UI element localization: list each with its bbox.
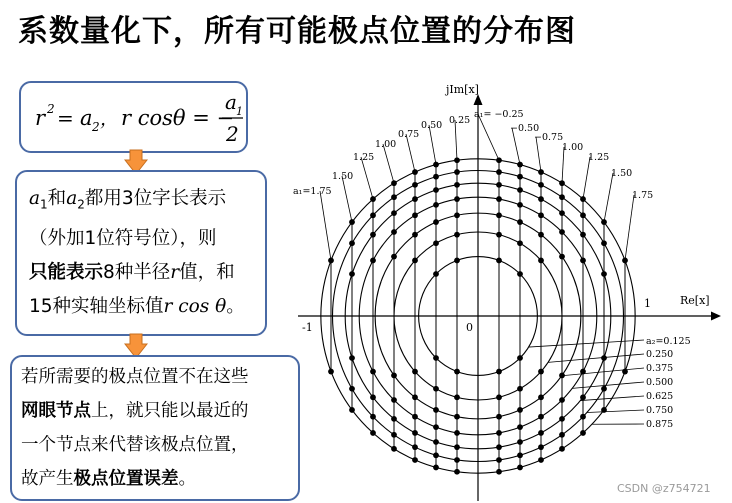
a2-label-6: 0.875 [646,419,674,430]
a2-leader-line [529,340,644,347]
formula-a2: a [80,106,93,130]
pole-node [370,258,376,264]
pole-node [391,194,397,200]
note1-line1-rest: 都用3位字长表示 [84,188,227,209]
note1-line4-end: 。 [226,295,245,317]
pole-node [538,444,544,450]
pole-node [496,232,502,238]
a2-leader-line [587,410,644,412]
pole-node [580,369,586,375]
pole-node [433,202,439,208]
pole-node [412,414,418,420]
pole-node [370,232,376,238]
pole-node [559,194,565,200]
pole-node [517,174,523,180]
formula-r: r [35,106,46,130]
pole-node [559,416,565,422]
pole-node [559,180,565,186]
pole-node [538,369,544,375]
pole-node [580,414,586,420]
pole-node [601,219,607,225]
note2-bold2: 极点位置误差 [73,469,179,489]
pole-node [601,386,607,392]
pole-node [454,157,460,163]
pole-node [496,414,502,420]
pole-node [517,162,523,168]
pole-node [601,407,607,413]
note1-line4-a: 15种实轴坐标值 [29,295,164,317]
pole-node [454,444,460,450]
pole-node [433,219,439,225]
pole-node [391,210,397,216]
pole-node [454,182,460,188]
note2-line4-a: 故产生 [21,469,74,489]
pole-node [580,394,586,400]
a2-label-0: a₂=0.125 [646,336,691,347]
note1-line3-a: 8种半径 [103,261,171,283]
pole-node [433,240,439,246]
pole-node [580,232,586,238]
pole-node [433,407,439,413]
pole-node [391,432,397,438]
pole-node [517,187,523,193]
pole-node [454,369,460,375]
pole-node [559,210,565,216]
pole-node [412,196,418,202]
pole-node [433,174,439,180]
note2-line1: 若所需要的极点位置不在这些 [21,367,249,387]
pole-node [349,355,355,361]
x-axis-label: Re[x] [680,294,710,307]
real-axis-arrow-icon [711,312,721,321]
note1-expr: r cos θ [163,295,227,317]
pole-node [496,457,502,463]
pole-node [496,258,502,264]
pole-node [433,439,439,445]
a1-label-5: 1.50 [611,168,633,179]
a1-leader-line [478,114,499,160]
formula-frac-den: 2 [226,122,239,146]
note2-line2-rest: 上，就只能以最近的 [91,401,249,421]
pole-node [391,372,397,378]
pole-node [391,180,397,186]
pole-node [622,369,628,375]
a1-leader-line [455,120,457,160]
a1-leader-line [361,157,373,199]
pole-node [370,414,376,420]
pole-node [433,424,439,430]
pos-one-label: 1 [644,297,651,310]
pole-node [454,196,460,202]
pole-node [412,232,418,238]
note2-line4-end: 。 [178,469,196,489]
pole-node [391,446,397,452]
pole-node [454,414,460,420]
pole-node [412,182,418,188]
pole-node [391,229,397,235]
pole-node [433,355,439,361]
pole-node [454,212,460,218]
a1-label-13: a₁=1.75 [293,186,332,197]
note2-line3: 一个节点来代替该极点位置， [21,435,249,455]
pole-node [538,212,544,218]
page-title: 系数量化下，所有可能极点位置的分布图 [18,14,576,49]
pole-node [412,444,418,450]
pole-node [517,202,523,208]
formula-frac-num-sub: 1 [236,105,243,118]
pole-node [517,465,523,471]
pole-node [601,240,607,246]
pole-node [517,439,523,445]
pole-node [580,196,586,202]
pole-node [454,258,460,264]
pole-node [496,369,502,375]
pole-node [538,169,544,175]
a1-leader-line [583,157,590,199]
pole-node [559,446,565,452]
pole-node [622,258,628,264]
note1-a2-sub: 2 [77,197,85,212]
a2-label-2: 0.375 [646,363,674,374]
pole-node [454,232,460,238]
a1-label-8: 0.50 [421,120,443,131]
a1-label-10: 1.00 [375,139,397,150]
pole-node [454,469,460,475]
pole-node [517,407,523,413]
pole-node [496,469,502,475]
pole-node [496,394,502,400]
pole-node [601,355,607,361]
pole-node [517,386,523,392]
pole-node [538,258,544,264]
a1-label-0: a₁= −0.25 [474,109,524,120]
a1-label-6: 1.75 [632,190,654,201]
pole-node [517,271,523,277]
a1-label-3: 1.00 [562,142,584,153]
pole-node [496,444,502,450]
formula-sep: ， [100,109,118,130]
pole-node [496,182,502,188]
pole-node [559,254,565,260]
pole-node [496,196,502,202]
pole-node [496,430,502,436]
a2-label-4: 0.625 [646,391,674,402]
pole-node [412,169,418,175]
formula-eq1: = [57,106,74,130]
pole-node [517,219,523,225]
note1-r: r [170,261,180,283]
pole-node [517,355,523,361]
note1-bold: 只能表示 [29,261,104,283]
pole-node [433,452,439,458]
pole-node [559,372,565,378]
a1-label-7: 0.25 [449,115,471,126]
formula-r-sup: 2 [47,102,55,116]
pole-node [580,212,586,218]
pole-node [517,424,523,430]
pole-node [349,271,355,277]
pole-node [391,254,397,260]
pole-node [538,232,544,238]
pole-node [538,430,544,436]
pole-node [601,271,607,277]
diagram-labels [293,83,710,430]
note1-line3-b: 值，和 [179,261,235,283]
pole-node [391,397,397,403]
a1-label-1: −0.50 [510,123,540,134]
pole-node [328,369,334,375]
neg-one-label: -1 [302,321,313,334]
a1-leader-line [342,176,352,222]
note1-a2: a [66,188,78,209]
pole-node [328,258,334,264]
a1-label-2: −0.75 [534,132,564,143]
pole-node [370,394,376,400]
pole-node [559,397,565,403]
pole-node [538,196,544,202]
note1-a1-sub: 1 [40,197,48,212]
pole-node [412,258,418,264]
pole-node [433,465,439,471]
pole-node [412,457,418,463]
pole-node [370,430,376,436]
pole-node [559,229,565,235]
pole-node [454,457,460,463]
note2-bold1: 网眼节点 [21,401,91,421]
watermark: CSDN @z754721 [617,482,711,495]
pole-node [433,187,439,193]
note1-a1: a [29,188,41,209]
pole-node [454,169,460,175]
a2-leader-line [562,368,644,376]
pole-node [517,452,523,458]
pole-node [496,157,502,163]
pole-node [538,414,544,420]
a2-label-1: 0.250 [646,349,674,360]
pole-node [349,240,355,246]
pole-node [538,182,544,188]
a1-leader-line [320,191,331,260]
origin-label: 0 [466,321,473,334]
pole-node [391,416,397,422]
pole-node [454,430,460,436]
pole-node [412,369,418,375]
pole-node [538,457,544,463]
pole-node [412,430,418,436]
y-axis-label: jIm[x] [446,83,479,96]
pole-node [559,432,565,438]
a1-leader-line [625,195,634,260]
formula-eq2: r cosθ = − [121,106,235,130]
pole-node [412,212,418,218]
formula-frac-num: a [225,90,237,114]
note1-line2: （外加1位符号位），则 [29,227,217,249]
formula-a2-sub: 2 [92,120,100,134]
pole-node [538,394,544,400]
pole-node [454,394,460,400]
pole-node [412,394,418,400]
pole-node [517,240,523,246]
pole-node [370,212,376,218]
pole-node [496,212,502,218]
pole-node [433,162,439,168]
a1-label-4: 1.25 [588,152,610,163]
pole-node [349,219,355,225]
pole-node [580,430,586,436]
a2-label-5: 0.750 [646,405,674,416]
a1-leader-line [604,173,613,222]
a1-label-9: 0.75 [398,129,420,140]
pole-node [496,169,502,175]
pole-node [580,258,586,264]
pole-node [349,386,355,392]
a1-label-11: 1.25 [353,152,375,163]
pole-node [370,369,376,375]
pole-node [433,271,439,277]
note1-and: 和 [47,188,67,209]
a1-label-12: 1.50 [332,171,354,182]
pole-node [370,196,376,202]
pole-node [433,386,439,392]
a2-label-3: 0.500 [646,377,674,388]
pole-node [349,407,355,413]
